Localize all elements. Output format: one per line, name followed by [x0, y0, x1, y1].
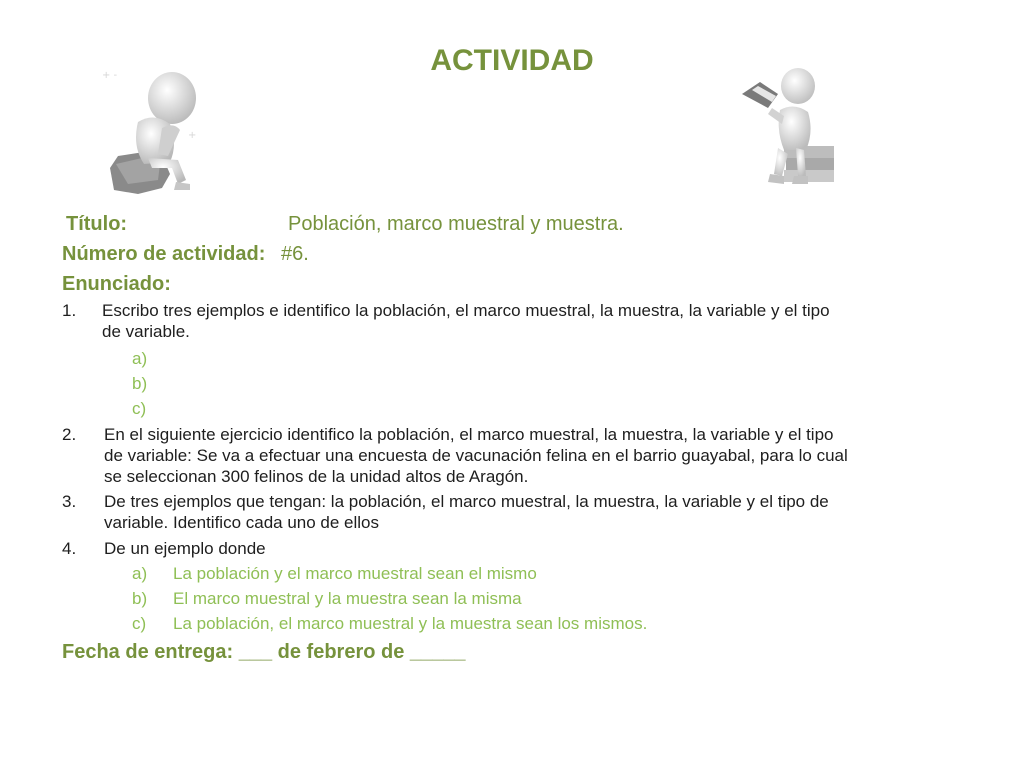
item-number: 4.: [62, 539, 77, 558]
sub-item-text: El marco muestral y la muestra sean la misma: [173, 589, 522, 608]
sub-item-text: La población y el marco muestral sean el mismo: [173, 564, 537, 583]
item-text: se seleccionan 300 felinos de la unidad altos de Aragón.: [104, 467, 529, 486]
item-text: En el siguiente ejercicio identifico la población, el marco muestral, la muestra, la variable y el tipo: [104, 425, 834, 444]
item-text: De un ejemplo donde: [104, 539, 266, 558]
slide-title: ACTIVIDAD: [430, 44, 594, 77]
numero-value: #6.: [280, 243, 309, 265]
sub-item-letter: b): [132, 374, 148, 393]
item-number: 2.: [62, 425, 77, 444]
sub-item-letter: a): [132, 349, 148, 368]
reading-figure-icon: [738, 64, 850, 198]
item-number: 3.: [62, 492, 77, 511]
sub-item-letter: a): [132, 564, 148, 583]
svg-text:+ -: + -: [102, 70, 118, 81]
titulo-label: Título:: [66, 213, 128, 235]
item-text: de variable: Se va a efectuar una encuesta de vacunación felina en el barrio guayabal, para lo cual: [104, 446, 848, 465]
svg-text:+: +: [188, 130, 197, 141]
sub-item-letter: c): [132, 614, 147, 633]
titulo-value: Población, marco muestral y muestra.: [288, 213, 624, 235]
item-number: 1.: [62, 301, 77, 320]
sub-item-text: La población, el marco muestral y la muestra sean los mismos.: [173, 614, 648, 633]
item-text: variable. Identifico cada uno de ellos: [104, 513, 380, 532]
item-text: De tres ejemplos que tengan: la población, el marco muestral, la muestra, la variable y el tipo de: [104, 492, 829, 511]
item-text: Escribo tres ejemplos e identifico la población, el marco muestral, la muestra, la variable y el tipo: [102, 301, 830, 320]
thinker-figure-icon: [98, 64, 216, 200]
item-text: de variable.: [102, 322, 190, 341]
sub-item-letter: c): [132, 399, 147, 418]
numero-label: Número de actividad:: [62, 243, 266, 265]
sub-item-letter: b): [132, 589, 148, 608]
enunciado-label: Enunciado:: [62, 273, 171, 295]
fecha-entrega: Fecha de entrega: ___ de febrero de _____: [62, 641, 466, 663]
